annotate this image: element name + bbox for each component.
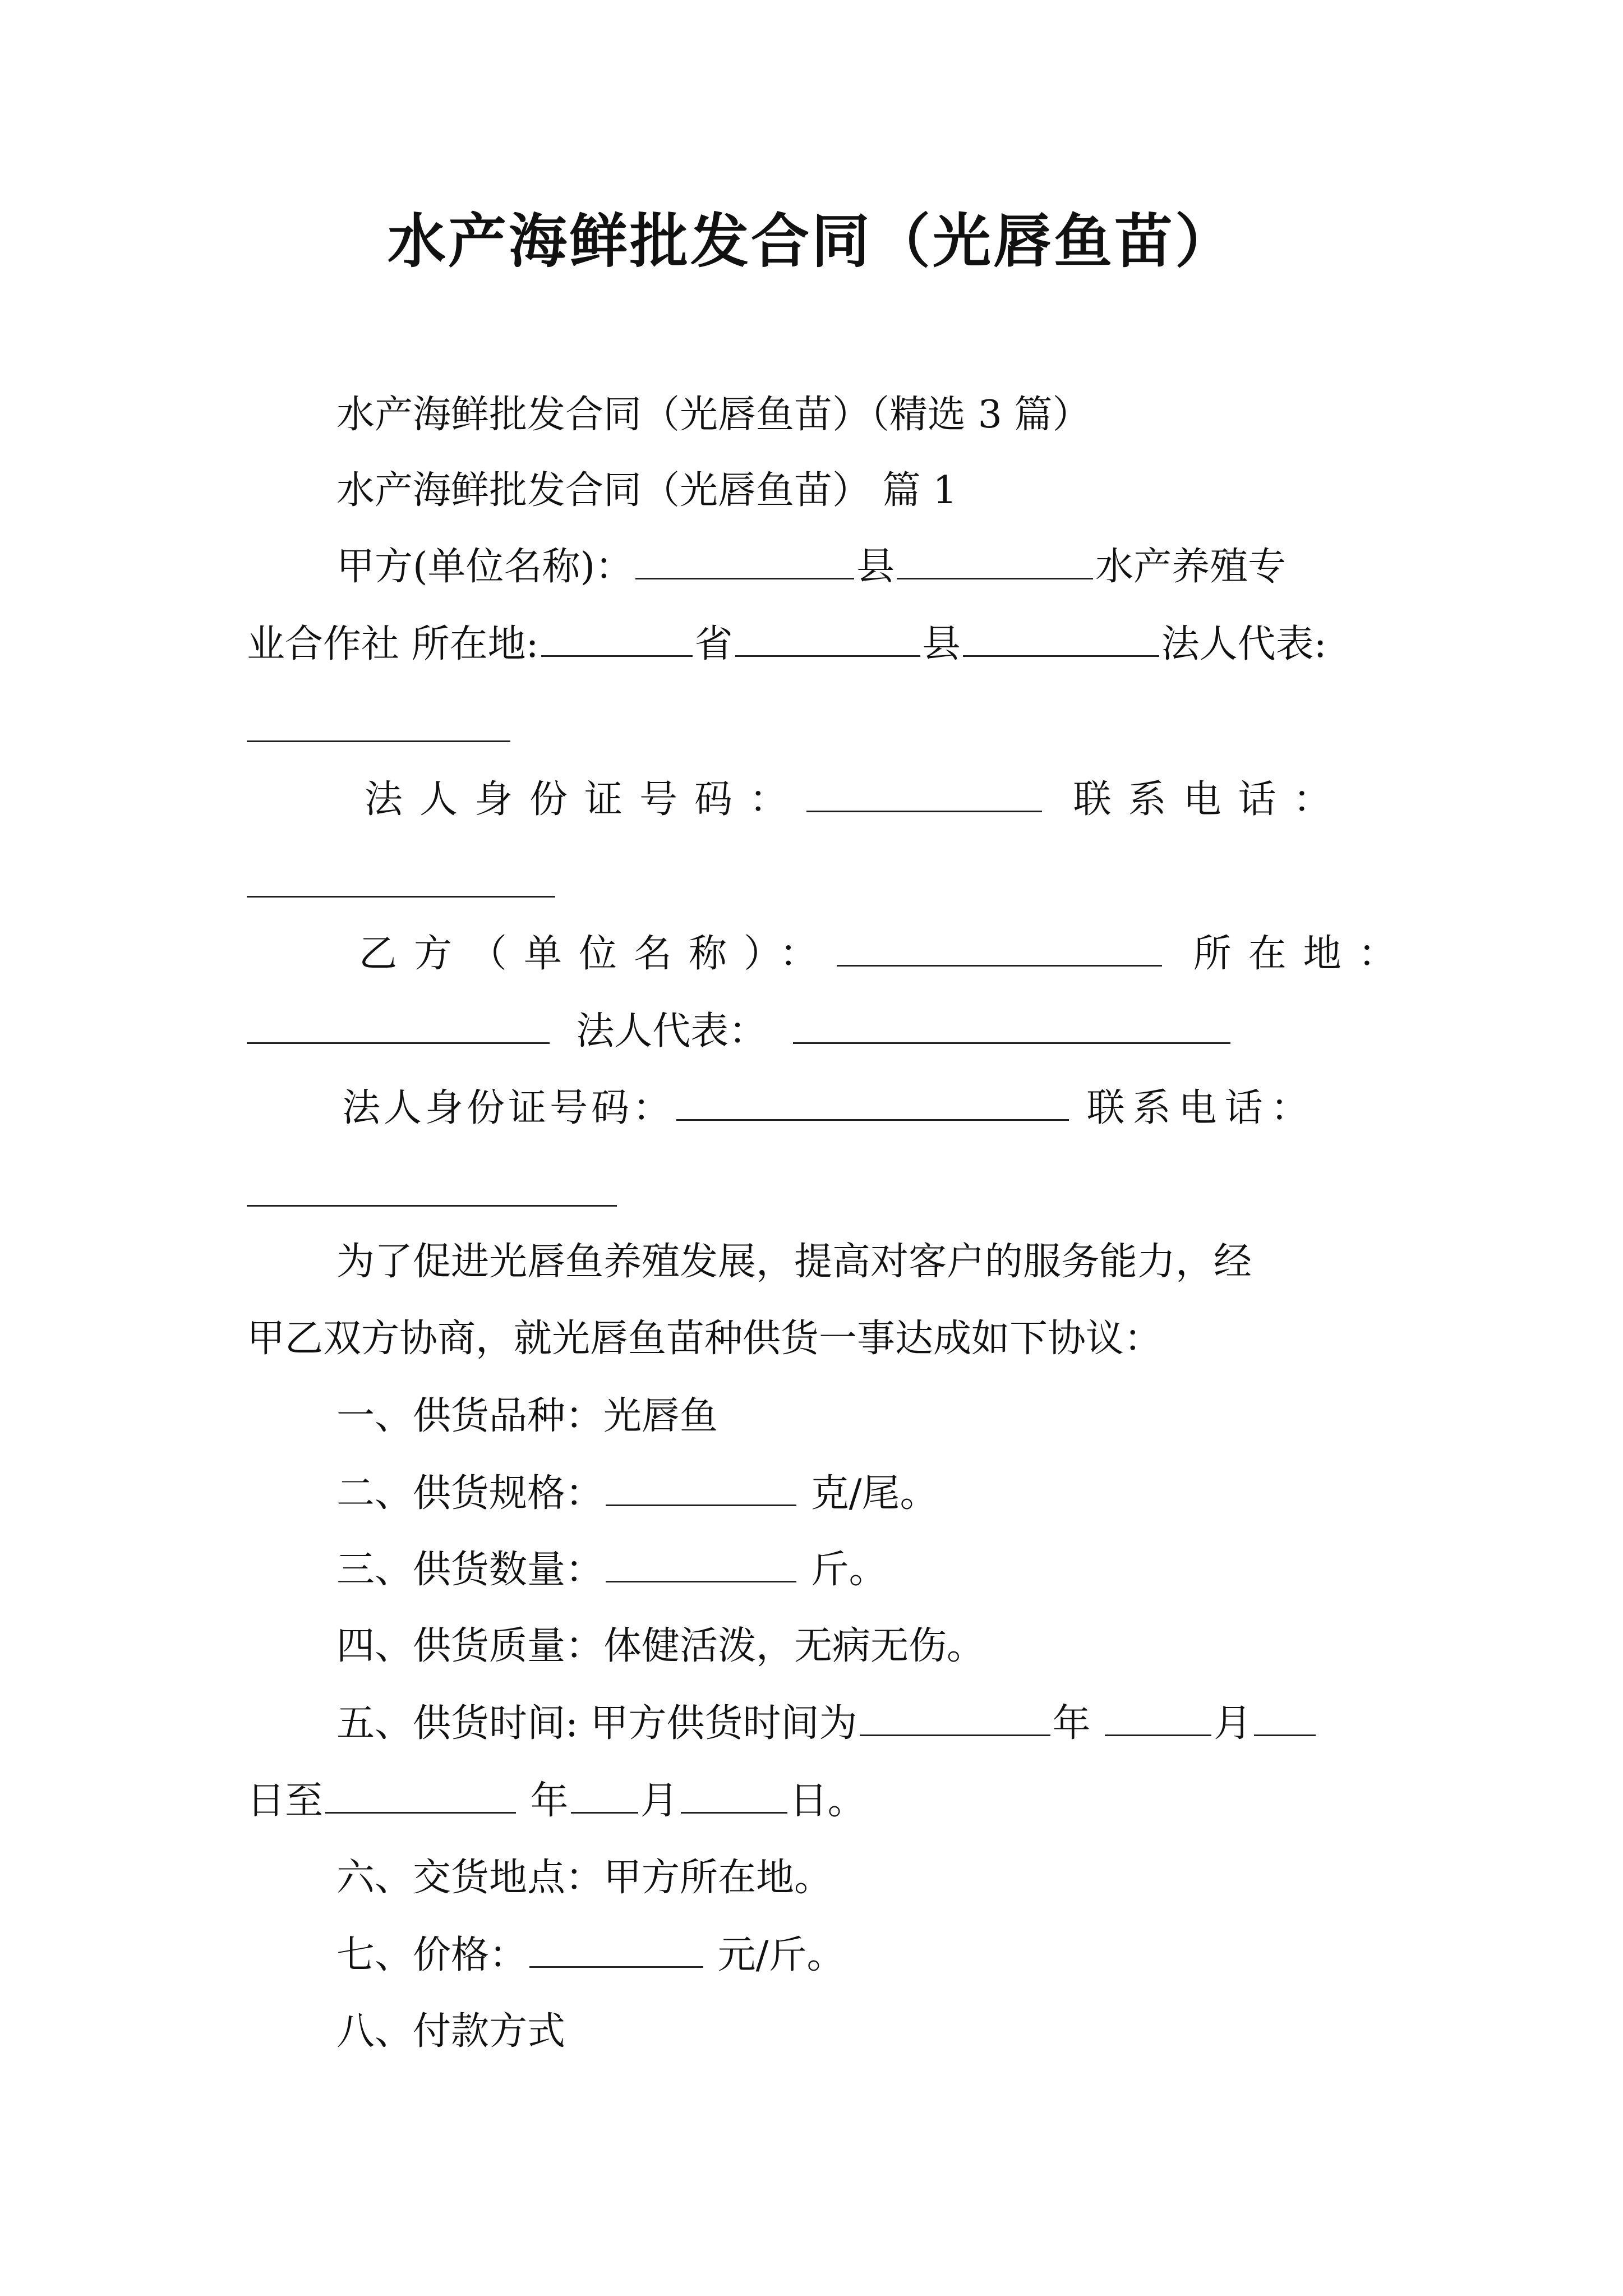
party-b-line-2 — [247, 1003, 1233, 1060]
clause-3: 三、供货数量： 斤。 — [336, 1542, 887, 1598]
blank-party-b-phone[interactable] — [247, 1205, 617, 1207]
party-b-rep-label: 法人代表： — [576, 1009, 767, 1053]
blank-party-a-province[interactable] — [541, 616, 693, 657]
blank-party-b-id[interactable] — [676, 1080, 1069, 1121]
clause-4: 四、供货质量：体健活泼，无病无伤。 — [336, 1624, 985, 1668]
clause-1: 一、供货品种：光唇鱼 — [336, 1394, 718, 1438]
party-a-label: 甲方(单位名称)： — [336, 545, 634, 589]
party-a-id-label: 法人身份证号码： — [365, 777, 805, 822]
blank-start-year[interactable] — [860, 1695, 1050, 1736]
intro-line-1: 为了促进光唇鱼养殖发展，提高对客户的服务能力，经 — [336, 1240, 1252, 1284]
page-title: 水产海鲜批发合同（光唇鱼苗） — [387, 207, 1235, 275]
clause-2: 二、供货规格： 克/尾。 — [336, 1465, 938, 1522]
blank-end-year[interactable] — [325, 1773, 516, 1814]
clause-5-line-2: 日至 年 月 日。 — [247, 1773, 866, 1829]
clause-8: 八、付款方式 — [336, 2009, 566, 2054]
blank-party-b-name[interactable] — [837, 926, 1162, 967]
blank-party-a-district[interactable] — [963, 616, 1159, 657]
blank-end-day[interactable] — [681, 1773, 787, 1814]
blank-party-a-phone[interactable] — [247, 896, 555, 898]
blank-party-a-county-2[interactable] — [735, 616, 920, 657]
clause-7: 七、价格： 元/斤。 — [336, 1927, 845, 1984]
blank-party-a-id[interactable] — [806, 771, 1042, 812]
party-b-label: 乙方（单位名称）： — [359, 932, 835, 976]
blank-party-b-address[interactable] — [247, 1003, 550, 1044]
party-a-rep-label: 法人代表: — [1161, 622, 1327, 666]
blank-party-a-org[interactable] — [897, 539, 1093, 579]
part-heading: 水产海鲜批发合同（光唇鱼苗） 篇 1 — [336, 468, 957, 513]
blank-end-month[interactable] — [571, 1773, 638, 1814]
party-b-phone-label: 联系电话： — [1086, 1086, 1317, 1130]
blank-party-a-county[interactable] — [635, 539, 854, 579]
blank-party-b-rep[interactable] — [793, 1003, 1230, 1044]
party-b-line-1 — [359, 926, 1413, 982]
intro-line-2: 甲乙双方协商，就光唇鱼苗种供货一事达成如下协议： — [247, 1317, 1163, 1361]
blank-start-month[interactable] — [1105, 1695, 1211, 1736]
clause-6: 六、交货地点：甲方所在地。 — [336, 1856, 833, 1900]
blank-price[interactable] — [529, 1927, 703, 1968]
party-b-line-3 — [342, 1080, 1317, 1137]
party-a-address-label: 所在地: — [411, 622, 539, 666]
party-a-line-1: 甲方(单位名称)： 县 水产养殖专 — [336, 539, 1286, 595]
blank-start-day[interactable] — [1254, 1695, 1316, 1736]
blank-party-a-rep[interactable] — [247, 740, 510, 742]
blank-quantity[interactable] — [606, 1542, 796, 1582]
party-b-address-label: 所在地： — [1193, 932, 1413, 976]
party-a-line-2: 业合作社 所在地: 省 县 法人代表: — [247, 616, 1327, 673]
subtitle: 水产海鲜批发合同（光唇鱼苗）（精选 3 篇） — [336, 393, 1091, 437]
blank-spec[interactable] — [606, 1465, 796, 1506]
party-a-phone-label: 联系电话： — [1073, 777, 1348, 822]
party-a-line-3 — [365, 771, 1348, 828]
clause-5-line-1: 五、供货时间: 甲方供货时间为 年 月 — [336, 1695, 1318, 1752]
party-b-id-label: 法人身份证号码： — [342, 1086, 675, 1130]
